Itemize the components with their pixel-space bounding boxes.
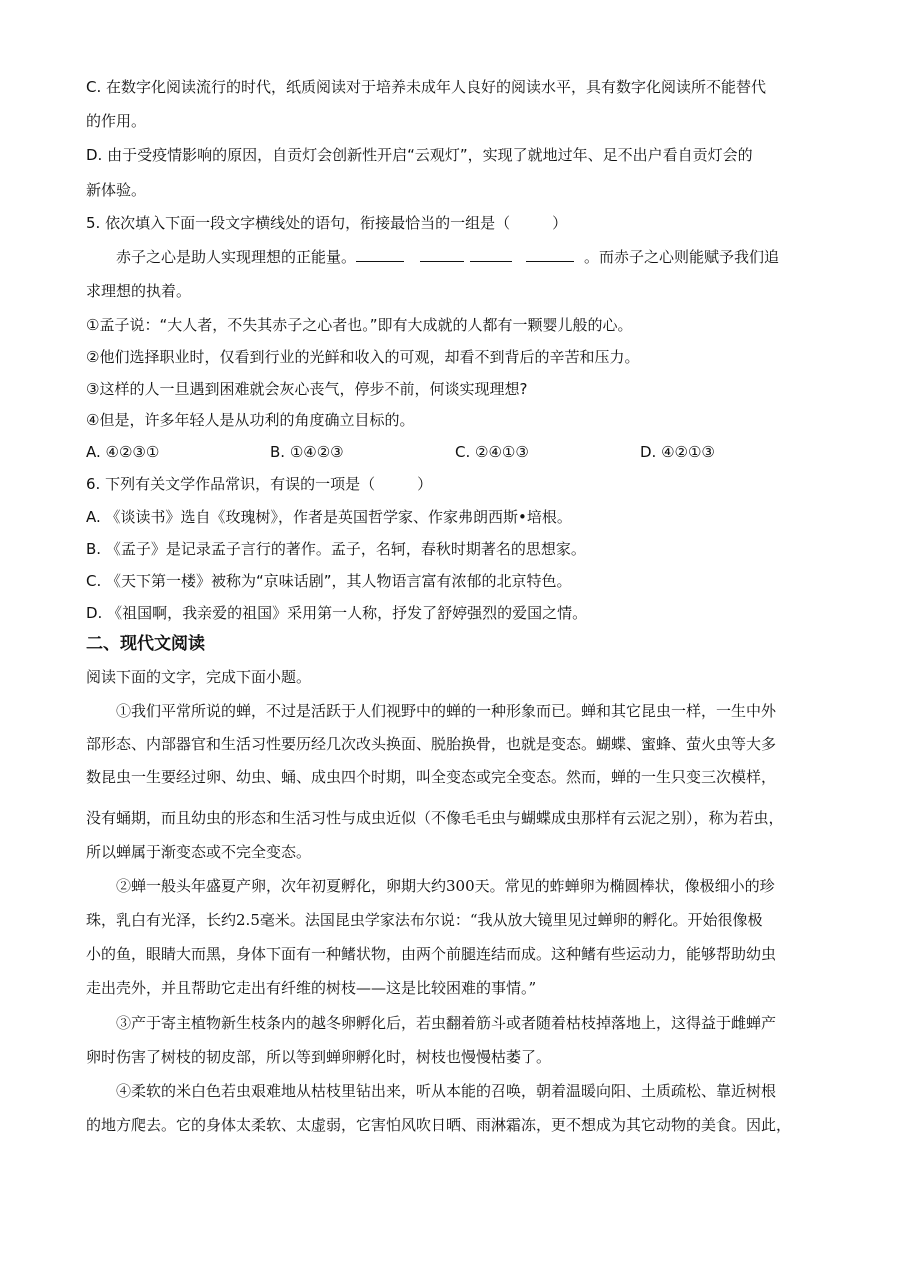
q5-passage-end: 。而赤子之心则能赋予我们追 — [584, 248, 780, 266]
q4-option-d-line2: 新体验。 — [86, 181, 147, 199]
q5-stem-text: 5. 依次填入下面一段文字横线处的语句，衔接最恰当的一组是（ — [86, 214, 511, 232]
fill-blank-4 — [526, 247, 574, 262]
q5-option-b: B. ①④②③ — [270, 443, 344, 461]
paragraph-2-line3: 小的鱼，眼睛大而黑，身体下面有一种鳍状物，由两个前腿连结而成。这种鳍有些运动力，能够帮助幼虫 — [86, 945, 777, 963]
q4-option-c-line1: C. 在数字化阅读流行的时代，纸质阅读对于培养未成年人良好的阅读水平，具有数字化阅读所不能替代 — [86, 78, 767, 96]
q5-stem — [86, 213, 567, 233]
paragraph-2-line1: ②蝉一般头年盛夏产卵，次年初夏孵化，卵期大约300天。常见的蚱蝉卵为椭圆棒状，像极细小的珍 — [116, 877, 775, 895]
q6-stem — [86, 474, 432, 494]
q5-item-2: ②他们选择职业时，仅看到行业的光鲜和收入的可观，却看不到背后的辛苦和压力。 — [86, 348, 640, 366]
q5-option-a: A. ④②③① — [86, 443, 160, 461]
paragraph-1-line4: 没有蛹期，而且幼虫的形态和生活习性与成虫近似（不像毛毛虫与蝴蝶成虫那样有云泥之别），称为若虫， — [86, 809, 784, 827]
paragraph-1-line3: 数昆虫一生要经过卵、幼虫、蛹、成虫四个时期，叫全变态或完全变态。然而，蝉的一生只变三次模样， — [86, 768, 777, 786]
fill-blank-3 — [470, 247, 512, 262]
q6-stem-close: ） — [417, 475, 433, 493]
q5-passage-start: 赤子之心是助人实现理想的正能量。 — [116, 248, 357, 266]
paragraph-2-line4: 走出壳外，并且帮助它走出有纤维的树枝——这是比较困难的事情。” — [86, 979, 537, 997]
paragraph-1-line5: 所以蝉属于渐变态或不完全变态。 — [86, 843, 312, 861]
paragraph-3-line2: 卵时伤害了树枝的韧皮部，所以等到蝉卵孵化时，树枝也慢慢枯萎了。 — [86, 1048, 552, 1066]
paragraph-4-line2: 的地方爬去。它的身体太柔软、太虚弱，它害怕风吹日晒、雨淋霜冻，更不想成为其它动物的美食。因此， — [86, 1116, 792, 1134]
paragraph-1-line1: ①我们平常所说的蝉，不过是活跃于人们视野中的蝉的一种形象而已。蝉和其它昆虫一样，一生中外 — [116, 702, 777, 720]
q6-option-b: B. 《孟子》是记录孟子言行的著作。孟子，名轲，春秋时期著名的思想家。 — [86, 540, 586, 558]
fill-blank-2 — [420, 247, 464, 262]
q5-stem-close: ） — [552, 214, 568, 232]
q6-option-c: C. 《天下第一楼》被称为“京味话剧”，其人物语言富有浓郁的北京特色。 — [86, 572, 572, 590]
q5-item-3: ③这样的人一旦遇到困难就会灰心丧气，停步不前，何谈实现理想? — [86, 380, 528, 398]
paragraph-4-line1: ④柔软的米白色若虫艰难地从枯枝里钻出来，听从本能的召唤，朝着温暖向阳、土质疏松、靠近树根 — [116, 1082, 777, 1100]
fill-blank-1 — [356, 247, 404, 262]
paragraph-3-line1: ③产于寄主植物新生枝条内的越冬卵孵化后，若虫翻着筋斗或者随着枯枝掉落地上，这得益于雌蝉产 — [116, 1014, 777, 1032]
paragraph-2-line2: 珠，乳白有光泽，长约2.5毫米。法国昆虫学家法布尔说：“我从放大镜里见过蝉卵的孵化。开始很像极 — [86, 911, 763, 929]
q5-item-1: ①孟子说：“大人者，不失其赤子之心者也。”即有大成就的人都有一颗婴儿般的心。 — [86, 316, 633, 334]
q5-item-4: ④但是，许多年轻人是从功利的角度确立目标的。 — [86, 411, 415, 429]
q6-stem-text: 6. 下列有关文学作品常识，有误的一项是（ — [86, 475, 376, 493]
q4-option-c-line2: 的作用。 — [86, 112, 147, 130]
q5-option-d: D. ④②①③ — [640, 443, 715, 461]
q5-option-c: C. ②④①③ — [455, 443, 529, 461]
section-heading: 二、现代文阅读 — [86, 634, 205, 654]
q5-passage-line2: 求理想的执着。 — [86, 282, 192, 300]
q5-passage-line1 — [116, 247, 779, 267]
q4-option-d-line1: D. 由于受疫情影响的原因，自贡灯会创新性开启“云观灯”，实现了就地过年、足不出户看自贡灯会的 — [86, 146, 753, 164]
paragraph-1-line2: 部形态、内部器官和生活习性要历经几次改头换面、脱胎换骨，也就是变态。蝴蝶、蜜蜂、萤火虫等大多 — [86, 735, 777, 753]
q6-option-d: D. 《祖国啊，我亲爱的祖国》采用第一人称，抒发了舒婷强烈的爱国之情。 — [86, 604, 588, 622]
reading-instruction: 阅读下面的文字，完成下面小题。 — [86, 668, 312, 686]
q6-option-a: A. 《谈读书》选自《玫瑰树》，作者是英国哲学家、作家弗朗西斯•培根。 — [86, 508, 572, 526]
